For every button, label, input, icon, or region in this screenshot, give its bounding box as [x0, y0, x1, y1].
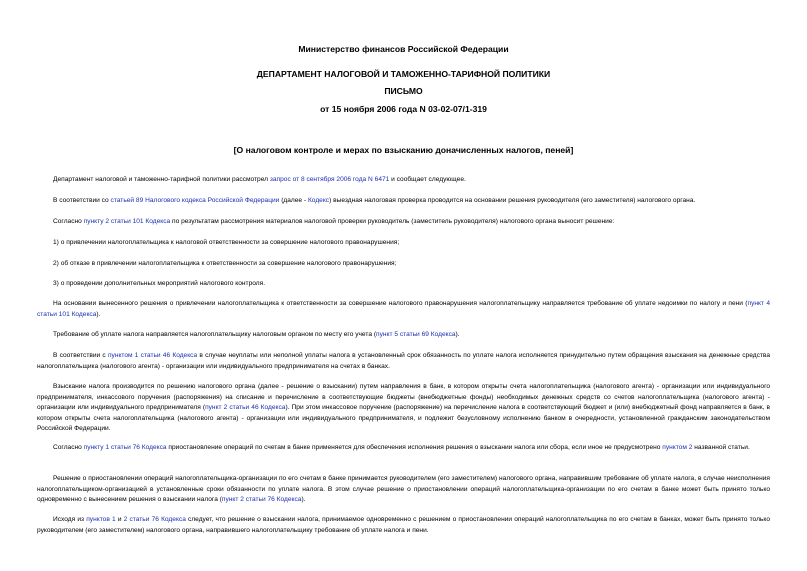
ministry-title: Министерство финансов Российской Федерации — [298, 44, 509, 54]
paragraph-1 — [37, 175, 770, 186]
paragraph-3 — [37, 217, 770, 228]
text: Решение о приостановлении операций налогоплательщика-организации по его счетам в банке принимается руководителем (его заместителем) налогового органа, направившим требование об уплате налога, в случае неисполнения налогоплательщиком-организацией в установленные сроки обязанности по уплате налога. В этом случае решение о приостановлении операций налогоплательщика-организации по его счетам в банке может быть принято только одновременно с вынесением решения о взыскании налога ( — [37, 475, 770, 503]
text: В соответствии со — [53, 197, 111, 204]
link-article-46-p2[interactable]: пункт 2 статьи 46 Кодекса — [205, 404, 286, 411]
text: (далее - — [279, 197, 308, 204]
text: в случае неуплаты или неполной уплаты налога в установленный срок обязанность по уплате налога исполняется принудительно путем обращения взыскания на денежные средства налогоплательщика (налогового агента) - организации или индивидуального предпринимателя на счетах в банках. — [37, 352, 771, 370]
paragraph-4 — [37, 238, 770, 249]
paragraph-9 — [37, 351, 770, 372]
text: Согласно — [53, 218, 84, 225]
link-article-76-p1[interactable]: пункту 1 статьи 76 Кодекса — [83, 444, 167, 451]
paragraph-12 — [37, 474, 770, 506]
doc-type: ПИСЬМО — [384, 86, 423, 96]
link-point-2[interactable]: пунктом 2 — [662, 444, 693, 451]
paragraph-8 — [37, 330, 770, 341]
link-code[interactable]: Кодекс — [307, 197, 330, 204]
text: ). — [96, 310, 101, 318]
text: 1) о привлечении налогоплательщика к налоговой ответственности за совершение налогового правонарушения; — [53, 239, 400, 246]
text: 3) о проведении дополнительных мероприятий налогового контроля. — [53, 280, 266, 287]
paragraph-2 — [37, 196, 770, 207]
link-article-76-p2[interactable]: пункт 2 статьи 76 Кодекса — [221, 496, 302, 503]
text: На основании вынесенного решения о привлечении налогоплательщика к ответственности за совершение налогового правонарушения налогоплательщику направляется требование об уплате недоимки по налогу и пени ( — [53, 300, 748, 307]
doc-date-number: от 15 ноября 2006 года N 03-02-07/1-319 — [320, 104, 487, 114]
text: названной статьи. — [692, 444, 750, 451]
paragraph-10 — [37, 382, 770, 435]
link-article-69-p5[interactable]: пункт 5 статьи 69 Кодекса — [376, 331, 456, 338]
link-points-1[interactable]: пунктов 1 — [86, 516, 116, 523]
link-article-76-2[interactable]: 2 статьи 76 Кодекса — [123, 516, 186, 523]
text: ). — [301, 496, 306, 503]
text: Департамент налоговой и таможенно-тарифной политики рассмотрел — [53, 176, 270, 183]
text: Требование об уплате налога направляется налогоплательщику налоговым органом по месту его учета ( — [53, 331, 377, 338]
text: Взыскание налога производится по решению налогового органа (далее - решение о взыскании) путем направления в банк, в котором открыты счета налогоплательщика (налогового агента) - организации или индивидуального предпринимателя, инкассового поручения (распоряжения) на списание и перечисление в соответствующие бюджеты (внебюджетные фонды) необходимых денежных средств со счетов налогоплательщика (налогового агента) - организации или индивидуального предпринимателя ( — [37, 383, 770, 411]
doc-subject: [О налоговом контроле и мерах по взысканию доначисленных налогов, пеней] — [233, 145, 574, 155]
link-request[interactable]: запрос от 8 сентября 2006 года N 6471 — [269, 176, 390, 183]
paragraph-13 — [37, 515, 770, 536]
paragraph-7 — [37, 299, 770, 320]
text: и — [115, 516, 124, 523]
text: Исходя из — [53, 516, 87, 523]
text: ). При этом инкассовое поручение (распоряжение) на перечисление налога в соответствующий бюджет и (или) внебюджетный фонд направляется в банк, в котором открыты счета налогоплательщика (налогового агента) - организации или индивидуального предпринимателя, и подлежит безусловному исполнению банком в очередности, установленной гражданским законодательством Российской Федерации. — [37, 404, 770, 432]
text: по результатам рассмотрения материалов налоговой проверки руководитель (заместитель руководителя) налогового органа выносит решение: — [170, 218, 615, 225]
paragraph-11 — [37, 443, 770, 454]
text: приостановление операций по счетам в банке применяется для обеспечения исполнения решения о взыскании налога или сбора, если иное не предусмотрено — [166, 444, 663, 451]
link-article-89[interactable]: статьей 89 Налогового кодекса Российской Федерации — [110, 197, 280, 204]
text: Согласно — [53, 444, 84, 451]
department-title: ДЕПАРТАМЕНТ НАЛОГОВОЙ И ТАМОЖЕННО-ТАРИФНОЙ ПОЛИТИКИ — [256, 69, 551, 79]
text: ). — [455, 331, 460, 338]
paragraph-5 — [37, 259, 770, 270]
text: ) выездная налоговая проверка проводится на основании решения руководителя (его заместителя) налогового органа. — [329, 197, 696, 204]
text: В соответствии с — [53, 352, 108, 359]
link-article-101-p2[interactable]: пункту 2 статьи 101 Кодекса — [83, 218, 171, 225]
text: 2) об отказе в привлечении налогоплательщика к ответственности за совершение налогового правонарушения; — [53, 260, 397, 267]
text: следует, что решение о взыскании налога, принимаемое одновременно с решением о приостановлении операций налогоплательщика по его счетам в банках, может быть принято только руководителем (его заместителем) налогового органа, направившего налогоплательщику требование об уплате налога и пени. — [37, 516, 770, 534]
link-article-46-p1[interactable]: пунктом 1 статьи 46 Кодекса — [107, 352, 198, 359]
paragraph-6 — [37, 279, 770, 290]
link-article-101-p4[interactable]: пункт 4 статьи 101 Кодекса — [37, 300, 770, 318]
text: и сообщает следующее. — [389, 176, 466, 183]
